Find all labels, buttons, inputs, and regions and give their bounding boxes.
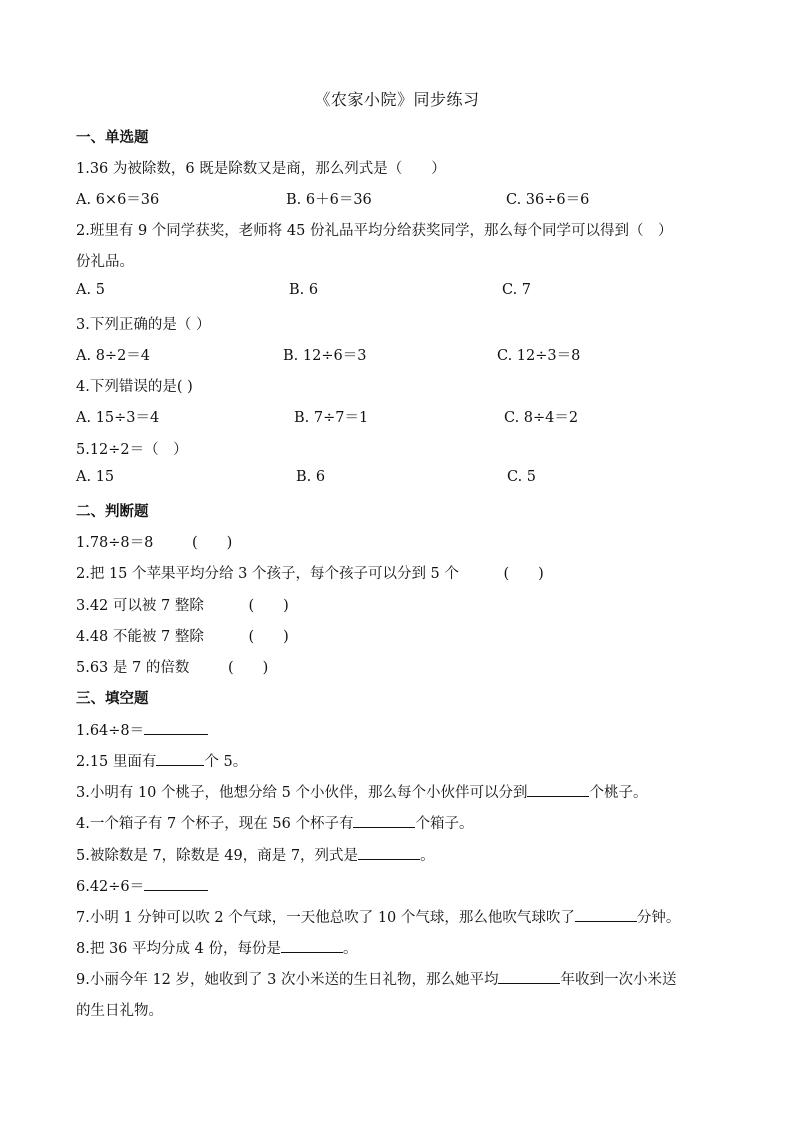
answer-blank[interactable] [156, 751, 204, 766]
section-heading-fill-blank: 三、填空题 [76, 690, 149, 707]
judge-item [76, 594, 289, 615]
answer-parentheses: ( ) [503, 566, 544, 582]
judge-text: 5.63 是 7 的倍数 [76, 660, 190, 676]
judge-text: 2.把 15 个苹果平均分给 3 个孩子，每个孩子可以分到 5 个 [76, 566, 459, 582]
judge-item [76, 562, 544, 583]
option-a: A. 8÷2＝4 [76, 348, 151, 364]
fill-text: 3.小明有 10 个桃子，他想分给 5 个小伙伴，那么每个小伙伴可以分到 [76, 785, 528, 801]
fill-text-after: 年收到一次小米送 [560, 972, 677, 988]
fill-item [76, 844, 435, 865]
fill-item-continued: 的生日礼物。 [76, 1003, 163, 1019]
answer-blank[interactable] [281, 938, 343, 953]
option-a: A. 6×6＝36 [76, 192, 160, 208]
answer-blank[interactable] [353, 813, 415, 828]
question-text: 5.12÷2＝（ ） [76, 442, 188, 458]
fill-text-after: 个箱子。 [415, 816, 474, 832]
answer-blank[interactable] [144, 876, 208, 891]
answer-parentheses: ( ) [192, 535, 233, 551]
judge-item [76, 531, 232, 552]
option-b: B. 7÷7＝1 [294, 410, 369, 426]
fill-item [76, 906, 680, 927]
judge-text: 4.48 不能被 7 整除 [76, 629, 204, 645]
judge-text: 3.42 可以被 7 整除 [76, 598, 204, 614]
option-b: B. 6 [296, 469, 326, 485]
fill-item [76, 812, 473, 833]
question-text: 2.班里有 9 个同学获奖，老师将 45 份礼品平均分给获奖同学，那么每个同学可以得到（ ） [76, 223, 673, 239]
page-title: 《农家小院》同步练习 [314, 90, 480, 109]
answer-blank[interactable] [527, 782, 589, 797]
fill-text: 5.被除数是 7，除数是 49，商是 7，列式是 [76, 848, 359, 864]
fill-item [76, 719, 208, 740]
answer-parentheses: ( ) [248, 598, 289, 614]
question-text: 1.36 为被除数，6 既是除数又是商，那么列式是（ ） [76, 161, 446, 177]
fill-text: 8.把 36 平均分成 4 份，每份是 [76, 941, 281, 957]
option-b: B. 6 [289, 282, 319, 298]
option-c: C. 36÷6＝6 [506, 192, 590, 208]
question-text: 3.下列正确的是（ ） [76, 317, 211, 333]
fill-text: 2.15 里面有 [76, 754, 157, 770]
option-c: C. 12÷3＝8 [497, 348, 581, 364]
answer-blank[interactable] [358, 845, 420, 860]
answer-parentheses: ( ) [227, 660, 269, 676]
option-c: C. 5 [507, 469, 537, 485]
option-a: A. 15 [76, 469, 115, 485]
fill-text-after: 分钟。 [636, 910, 681, 926]
fill-text: 9.小丽今年 12 岁，她收到了 3 次小米送的生日礼物，那么她平均 [76, 972, 499, 988]
fill-text: 1.64÷8＝ [76, 723, 145, 739]
judge-item [76, 625, 289, 646]
option-c: C. 8÷4＝2 [504, 410, 579, 426]
option-c: C. 7 [502, 282, 532, 298]
fill-item [76, 968, 676, 989]
answer-blank[interactable] [144, 720, 208, 735]
fill-text-after: 。 [342, 941, 358, 957]
fill-text: 6.42÷6＝ [76, 879, 145, 895]
option-a: A. 5 [76, 282, 105, 298]
answer-blank[interactable] [498, 969, 560, 984]
section-heading-true-false: 二、判断题 [76, 503, 149, 520]
fill-item [76, 937, 357, 958]
judge-item [76, 656, 268, 677]
fill-text: 7.小明 1 分钟可以吹 2 个气球，一天他总吹了 10 个气球，那么他吹气球吹了 [76, 910, 575, 926]
judge-text: 1.78÷8＝8 [76, 535, 154, 551]
fill-text-after: 。 [420, 848, 435, 864]
section-heading-single-choice: 一、单选题 [76, 129, 149, 146]
option-a: A. 15÷3＝4 [76, 410, 160, 426]
question-text: 4.下列错误的是( ) [76, 379, 193, 395]
option-b: B. 6＋6＝36 [286, 192, 372, 208]
question-text-continued: 份礼品。 [76, 254, 134, 270]
fill-item [76, 781, 647, 802]
fill-item [76, 875, 208, 896]
answer-parentheses: ( ) [248, 629, 289, 645]
fill-text: 4.一个箱子有 7 个杯子，现在 56 个杯子有 [76, 816, 354, 832]
fill-text-after: 个桃子。 [589, 785, 648, 801]
fill-text-after: 个 5。 [204, 754, 248, 770]
answer-blank[interactable] [575, 907, 637, 922]
option-b: B. 12÷6＝3 [283, 348, 367, 364]
fill-item [76, 750, 247, 771]
